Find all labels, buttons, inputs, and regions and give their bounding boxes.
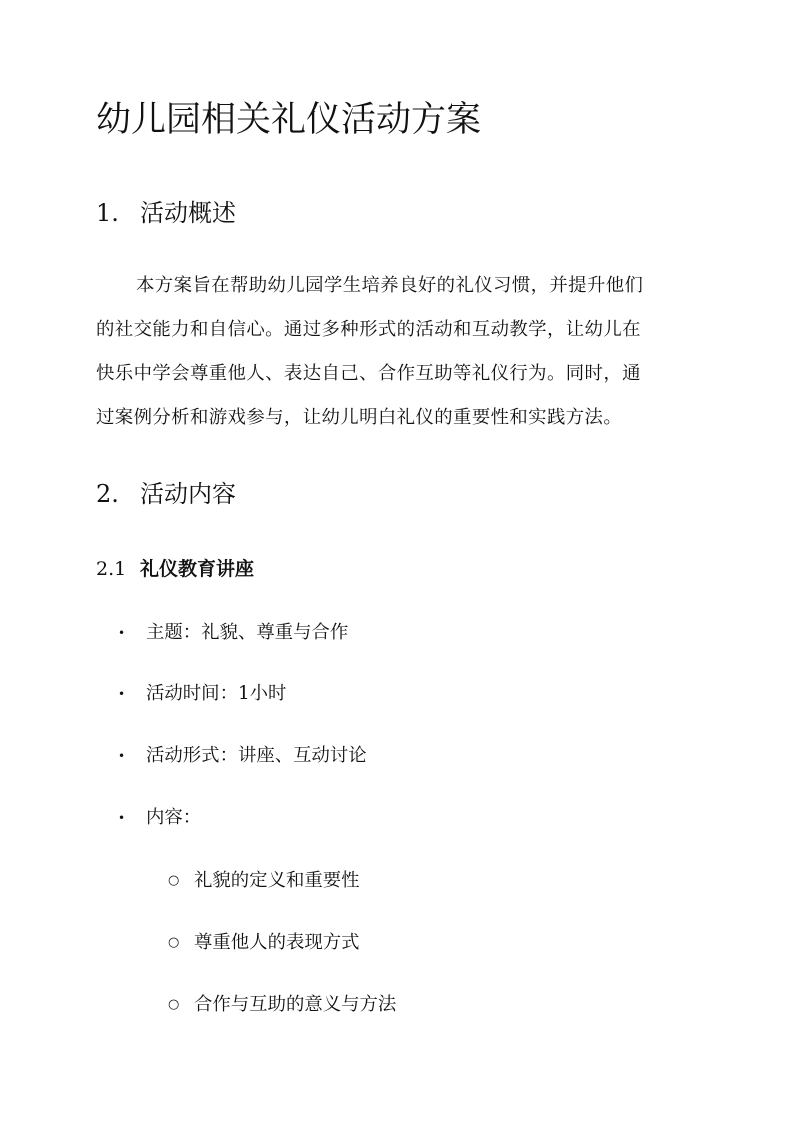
sub-list-item-text: 合作与互助的意义与方法 bbox=[194, 994, 397, 1015]
section-title: 活动内容 bbox=[140, 480, 236, 508]
sub-bullet-marker: ○ bbox=[168, 935, 180, 950]
bullet-marker: • bbox=[118, 749, 126, 763]
paragraph-line: 快乐中学会尊重他人、表达自己、合作互助等礼仪行为。同时，通 bbox=[96, 363, 641, 384]
document-title: 幼儿园相关礼仪活动方案 bbox=[96, 100, 482, 140]
sub-bullet-marker: ○ bbox=[168, 873, 180, 888]
sub-list-item-text: 礼貌的定义和重要性 bbox=[194, 870, 360, 891]
sub-list-item bbox=[168, 928, 360, 958]
paragraph-line: 本方案旨在帮助幼儿园学生培养良好的礼仪习惯，并提升他们 bbox=[136, 275, 644, 296]
list-item-text: 内容： bbox=[146, 807, 202, 828]
list-item bbox=[118, 803, 201, 833]
list-item-text: 活动时间：1小时 bbox=[146, 683, 287, 704]
subsection-number: 2.1 bbox=[96, 558, 127, 580]
section-number: 2. bbox=[96, 480, 119, 508]
subsection-heading-lecture bbox=[96, 555, 254, 583]
list-item bbox=[118, 741, 367, 771]
sub-list-item-text: 尊重他人的表现方式 bbox=[194, 932, 360, 953]
sub-bullet-marker: ○ bbox=[168, 997, 180, 1012]
sub-list-item bbox=[168, 866, 360, 896]
bullet-marker: • bbox=[118, 811, 126, 825]
section-heading-content bbox=[96, 478, 236, 510]
overview-paragraph bbox=[96, 264, 704, 440]
list-item-text: 活动形式：讲座、互动讨论 bbox=[146, 745, 367, 766]
sub-list-item bbox=[168, 990, 396, 1020]
section-heading-overview bbox=[96, 197, 236, 229]
list-item-text: 主题：礼貌、尊重与合作 bbox=[146, 622, 349, 643]
subsection-title: 礼仪教育讲座 bbox=[140, 558, 255, 580]
paragraph-line: 的社交能力和自信心。通过多种形式的活动和互动教学，让幼儿在 bbox=[96, 319, 641, 340]
paragraph-line: 过案例分析和游戏参与，让幼儿明白礼仪的重要性和实践方法。 bbox=[96, 407, 623, 428]
bullet-marker: • bbox=[118, 687, 126, 701]
list-item bbox=[118, 618, 348, 648]
list-item bbox=[118, 679, 286, 709]
section-title: 活动概述 bbox=[140, 199, 236, 227]
section-number: 1. bbox=[96, 199, 119, 227]
bullet-marker: • bbox=[118, 626, 126, 640]
